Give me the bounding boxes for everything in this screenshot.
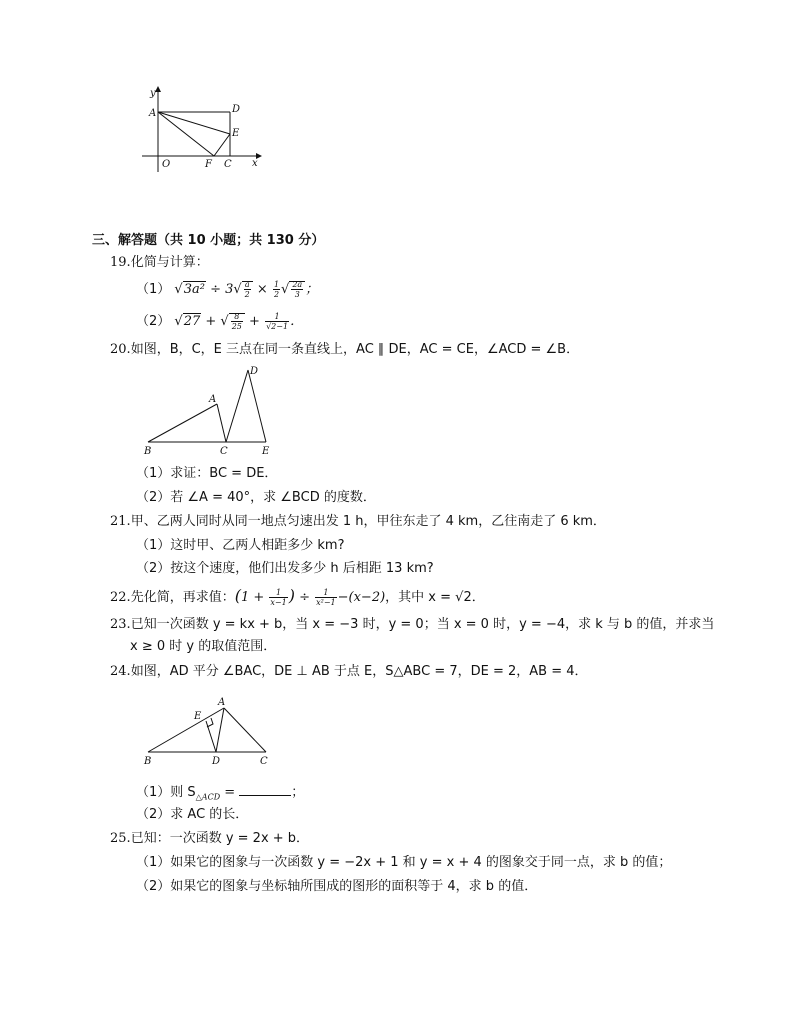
label-D: D	[232, 104, 241, 115]
question-20: 20.如图，B，C，E 三点在同一条直线上，AC ∥ DE，AC = CE，∠ACD = ∠B．	[110, 342, 580, 357]
label-E: E	[262, 446, 270, 457]
question-22: 22.先化简，再求值：(1 + $\frac{1}{x-1}$ ) ÷ $\frac{1}{\text{x²−1}}$ −(x−2)，其中 x = √2．	[110, 586, 485, 607]
question-25: 25.已知：一次函数 y = 2x + b．	[110, 831, 310, 846]
label-C: C	[224, 159, 232, 170]
label-F: F	[205, 159, 212, 170]
coordinate-figure	[138, 84, 268, 174]
question-24-part-2: （2）求 AC 的长．	[136, 807, 249, 822]
question-24: 24.如图，AD 平分 ∠BAC，DE ⊥ AB 于点 E，S△ABC = 7，DE = 2，AB = 4．	[110, 664, 588, 679]
question-24-part-1: （1）则 $S_{\triangle ACD}$ = ；	[136, 785, 305, 802]
section-heading: 三、解答题（共 10 小题；共 130 分）	[92, 233, 325, 248]
question-23-line-1: 23.已知一次函数 y = kx + b，当 x = −3 时，y = 0；当 x = 0 时，y = −4，求 k 与 b 的值，并求当	[110, 617, 715, 632]
question-21-part-2: （2）按这个速度，他们出发多少 h 后相距 13 km?	[136, 561, 434, 576]
question-21: 21.甲、乙两人同时从同一地点匀速出发 1 h，甲往东走了 4 km，乙往南走了 6 km．	[110, 514, 606, 529]
label-A: A	[209, 394, 217, 405]
question-19-part-2: （2） √27 + √ $\frac{8}{25}$ + $\frac{1}{√2-1}$ ．	[136, 312, 304, 331]
formula-19-2: √27 + √ $\frac{8}{25}$ + $\frac{1}{√2-1}$ ．	[174, 312, 304, 331]
question-number: 19.	[110, 255, 131, 270]
label-A: A	[218, 697, 226, 708]
question-20-part-1: （1）求证：BC = DE．	[136, 466, 278, 481]
label-E: E	[232, 128, 240, 139]
label-E: E	[194, 711, 202, 722]
figure-20	[140, 362, 280, 458]
label-B: B	[144, 446, 152, 457]
formula-19-1: √3a² ÷ 3√ $\frac{a}{2}$ × $\frac{1}{2}$ √ $\frac{2a}{3}$ ；	[174, 280, 319, 299]
formula-22: (1 + $\frac{1}{x-1}$ ) ÷ $\frac{1}{\text{x²−1}}$ −(x−2)	[234, 586, 386, 607]
label-O: O	[162, 159, 171, 170]
question-19-part-1: （1） √3a² ÷ 3√ $\frac{a}{2}$ × $\frac{1}{2}$ √ $\frac{2a}{3}$ ；	[136, 280, 319, 299]
label-D: D	[250, 366, 259, 377]
label-y: y	[150, 88, 156, 99]
question-21-part-1: （1）这时甲、乙两人相距多少 km?	[136, 538, 345, 553]
question-25-part-2: （2）如果它的图象与坐标轴所围成的图形的面积等于 4，求 b 的值．	[136, 879, 538, 894]
question-25-part-1: （1）如果它的图象与一次函数 y = −2x + 1 和 y = x + 4 的图象交于同一点，求 b 的值；	[136, 855, 672, 870]
label-C: C	[220, 446, 228, 457]
question-20-part-2: （2）若 ∠A = 40°，求 ∠BCD 的度数．	[136, 490, 376, 505]
answer-blank[interactable]	[239, 783, 291, 796]
label-C: C	[260, 756, 268, 767]
label-B: B	[144, 756, 152, 767]
question-23-line-2: x ≥ 0 时 y 的取值范围．	[130, 639, 277, 654]
label-A: A	[149, 108, 157, 119]
label-D: D	[212, 756, 221, 767]
question-19: 19.化简与计算：	[110, 255, 209, 270]
label-x: x	[252, 158, 258, 169]
figure-24	[140, 694, 280, 770]
